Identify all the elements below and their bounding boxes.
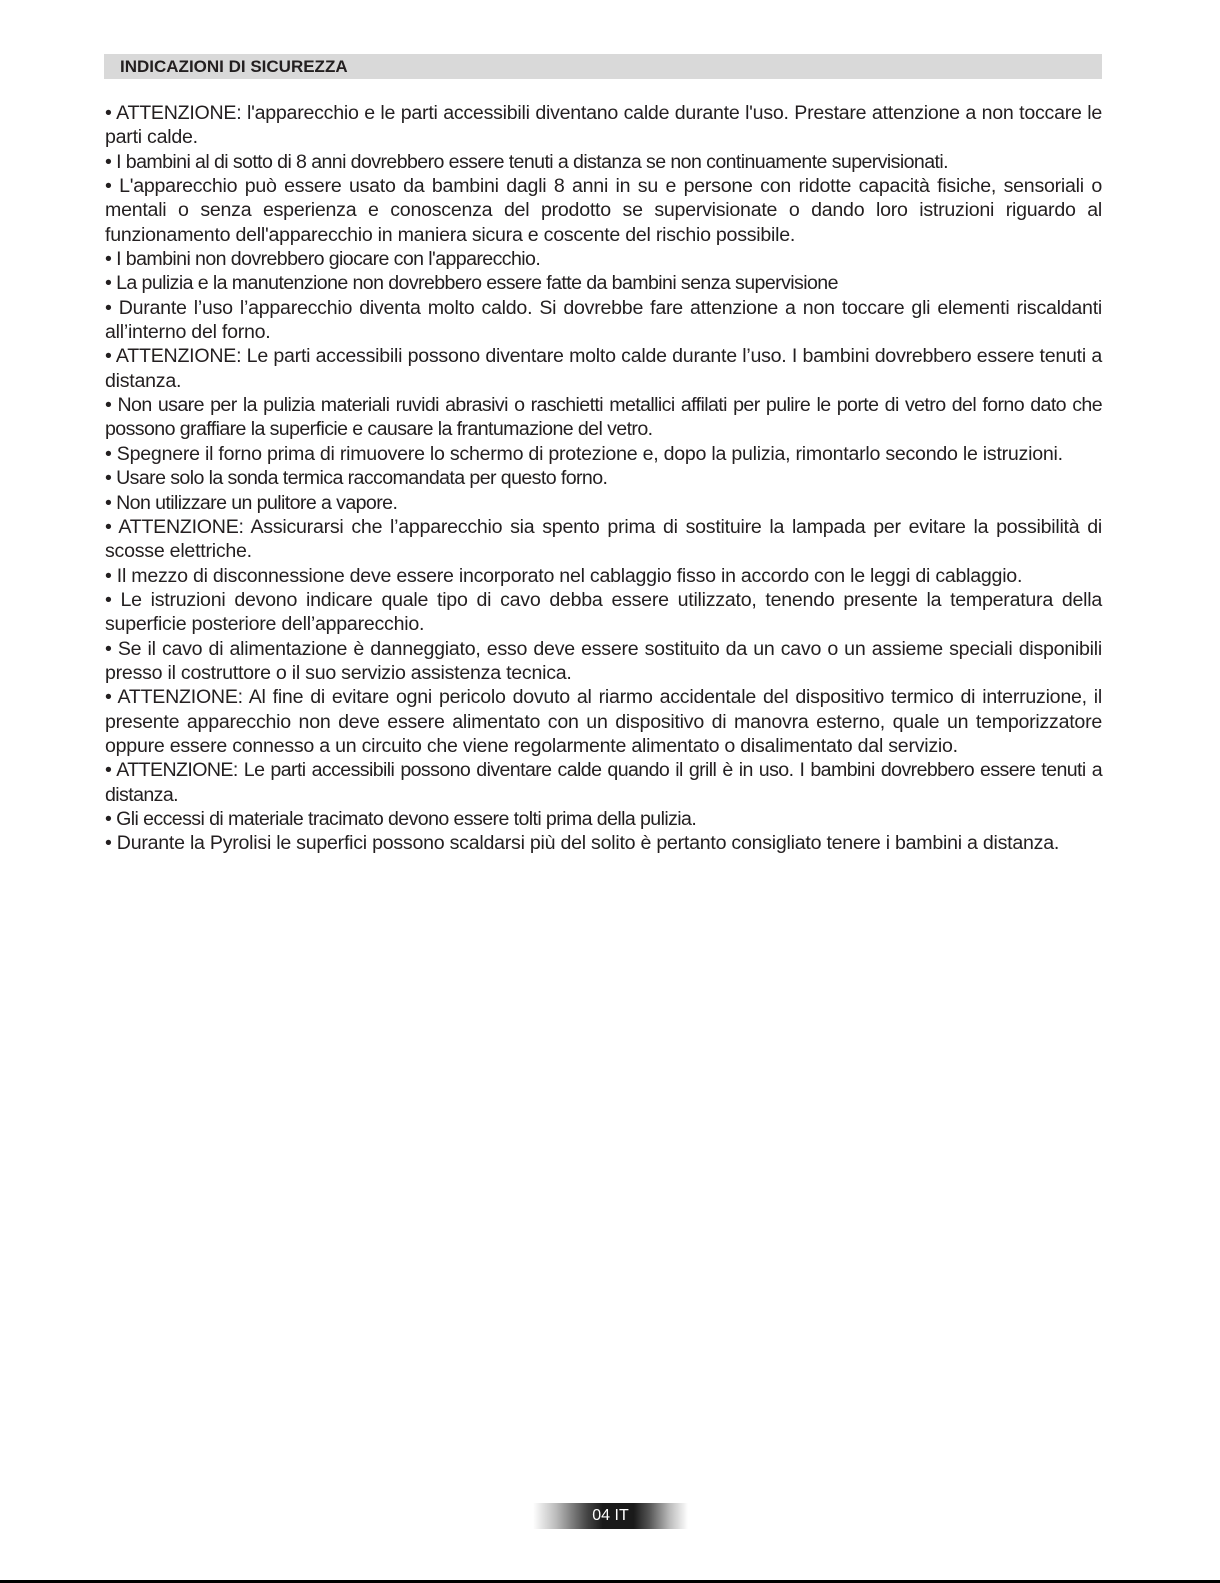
safety-item: • Spegnere il forno prima di rimuovere lo schermo di protezione e, dopo la pulizia, rimontarlo secondo le istruzioni. — [105, 442, 1063, 465]
safety-item: • I bambini non dovrebbero giocare con l'apparecchio. — [105, 248, 541, 271]
page-number-badge — [533, 1503, 688, 1529]
safety-item: • ATTENZIONE: Assicurarsi che l’apparecchio sia spento prima di sostituire la lampada per evitare la possibilità di scosse elettriche. — [105, 515, 1102, 563]
safety-item: • Usare solo la sonda termica raccomandata per questo forno. — [105, 467, 608, 490]
safety-item: • Non utilizzare un pulitore a vapore. — [105, 491, 398, 514]
safety-item: • I bambini al di sotto di 8 anni dovrebbero essere tenuti a distanza se non continuamente supervisionati. — [105, 150, 948, 173]
safety-item: • Non usare per la pulizia materiali ruvidi abrasivi o raschietti metallici affilati per pulire le porte di vetro del forno dato che possono graffiare la superficie e causare la frantumazione del vetro. — [105, 394, 1102, 441]
safety-item: • Durante l’uso l’apparecchio diventa molto caldo. Si dovrebbe fare attenzione a non toccare gli elementi riscaldanti all’interno del forno. — [105, 296, 1102, 344]
page-number: 04 IT — [592, 1507, 629, 1524]
safety-item: • Se il cavo di alimentazione è danneggiato, esso deve essere sostituito da un cavo o un assieme speciali disponibili presso il costruttore o il suo servizio assistenza tecnica. — [105, 637, 1102, 684]
safety-item: • ATTENZIONE: Le parti accessibili possono diventare molto calde durante l’uso. I bambini dovrebbero essere tenuti a distanza. — [105, 345, 1102, 392]
safety-item: • ATTENZIONE: Al fine di evitare ogni pericolo dovuto al riarmo accidentale del dispositivo termico di interruzione, il presente apparecchio non deve essere alimentato con un dispositivo di manovra esterno, quale un temporizzatore oppure essere connesso a un circuito che viene regolarmente alimentato o disalimentato dal servizio. — [105, 686, 1102, 757]
safety-item: • Il mezzo di disconnessione deve essere incorporato nel cablaggio fisso in accordo con le leggi di cablaggio. — [105, 564, 1023, 587]
safety-item: • La pulizia e la manutenzione non dovrebbero essere fatte da bambini senza supervisione — [105, 272, 838, 295]
safety-item: • ATTENZIONE: l'apparecchio e le parti accessibili diventano calde durante l'uso. Prestare attenzione a non toccare le parti calde. — [105, 102, 1102, 149]
section-header-bar — [104, 54, 1102, 79]
safety-item: • Durante la Pyrolisi le superfici possono scaldarsi più del solito è pertanto consigliato tenere i bambini a distanza. — [105, 832, 1060, 855]
safety-item: • Gli eccessi di materiale tracimato devono essere tolti prima della pulizia. — [105, 807, 697, 830]
section-title: INDICAZIONI DI SICUREZZA — [120, 57, 348, 76]
safety-item: • L'apparecchio può essere usato da bambini dagli 8 anni in su e persone con ridotte capacità fisiche, sensoriali o mentali o senza esperienza e conoscenza del prodotto se supervisionate o dando loro istruzioni riguardo al funzionamento dell'apparecchio in maniera sicura e coscente del rischio possibile. — [105, 175, 1102, 246]
safety-instructions-list — [105, 101, 1102, 856]
safety-item: • Le istruzioni devono indicare quale tipo di cavo debba essere utilizzato, tenendo presente la temperatura della superficie posteriore dell’apparecchio. — [105, 588, 1102, 636]
safety-item: • ATTENZIONE: Le parti accessibili possono diventare calde quando il grill è in uso. I bambini dovrebbero essere tenuti a distanza. — [105, 759, 1102, 806]
